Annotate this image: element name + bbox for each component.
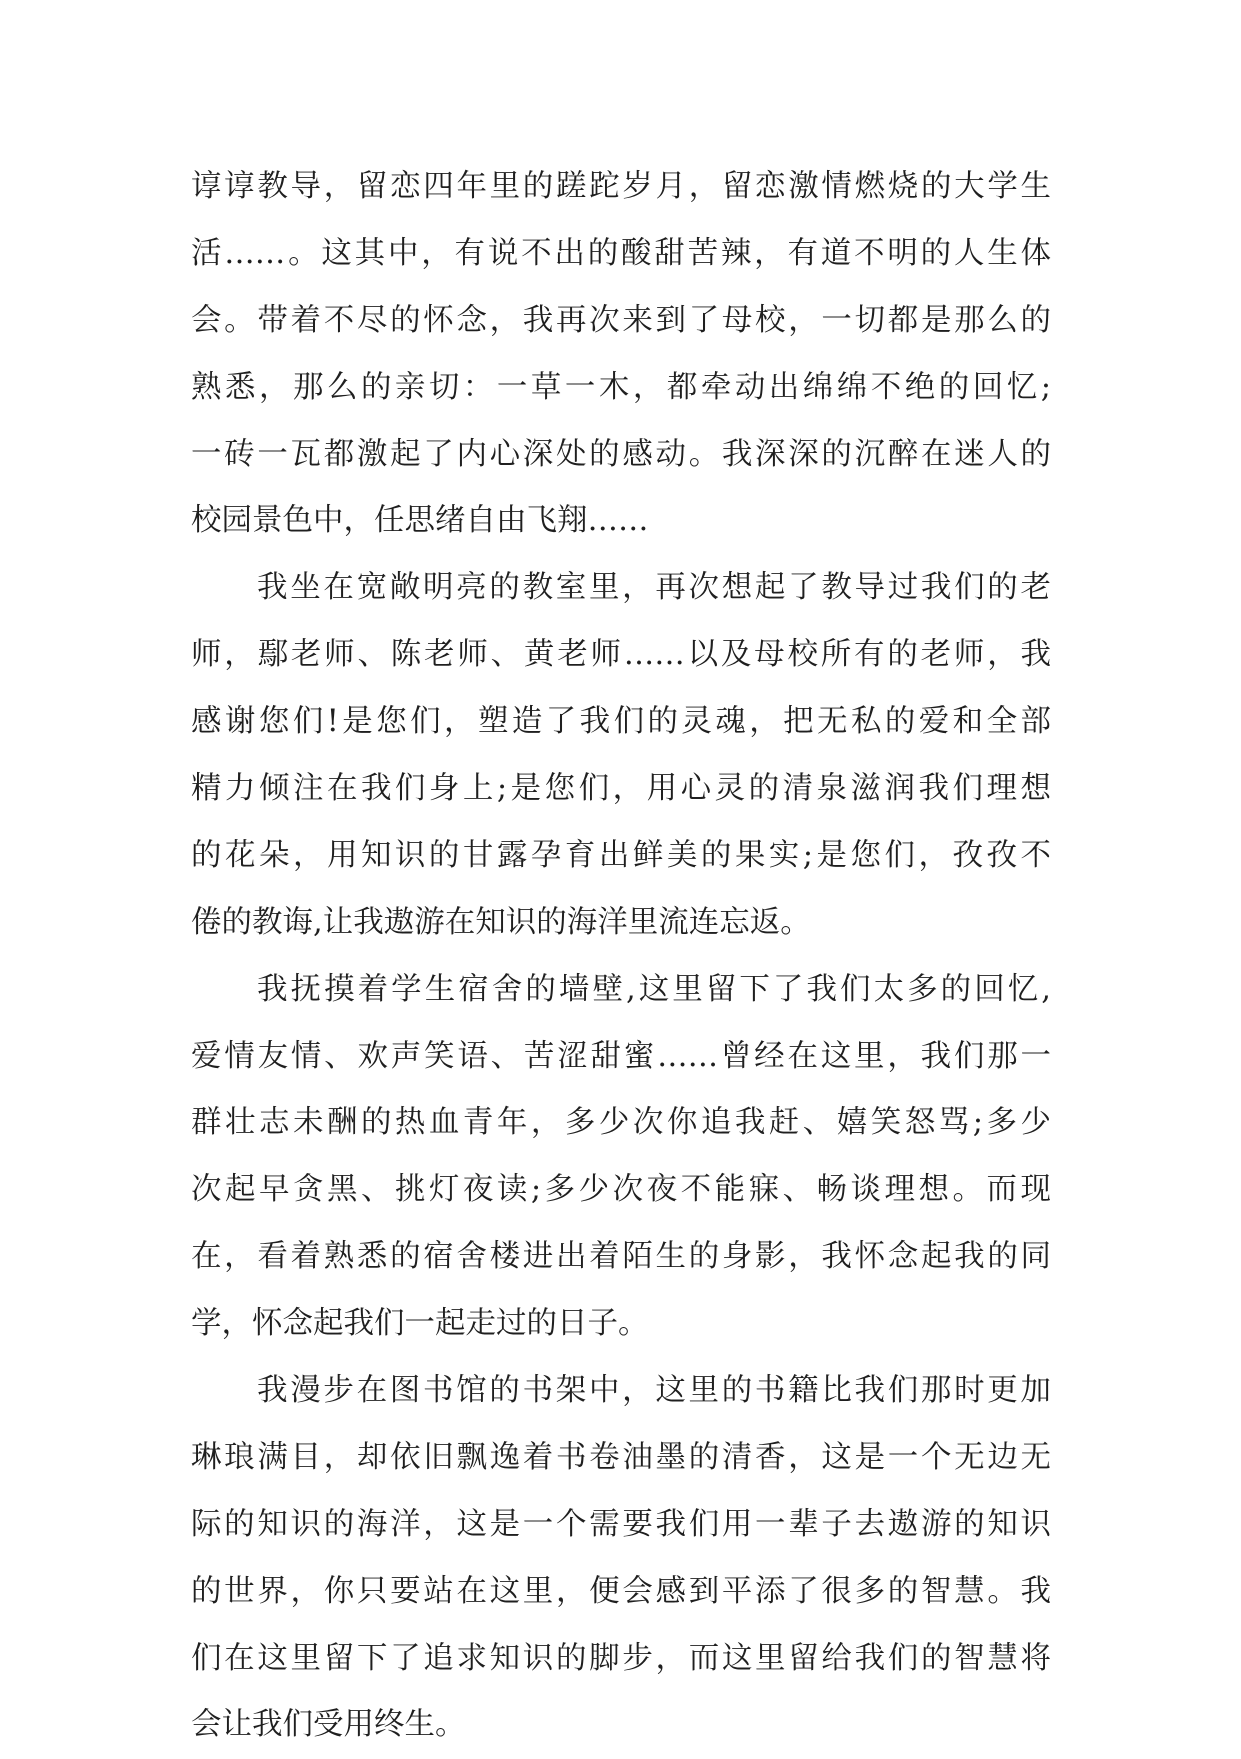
text-line: 爱情友情、欢声笑语、苦涩甜蜜……曾经在这里，我们那一 [191, 1038, 1051, 1074]
text-line: 群壮志未酬的热血青年，多少次你追我赶、嬉笑怒骂;多少 [191, 1105, 1051, 1141]
text-line: 琳琅满目，却依旧飘逸着书卷油墨的清香，这是一个无边无 [191, 1439, 1051, 1475]
text-line: 会让我们受用终生。 [191, 1707, 466, 1743]
text-line: 会。带着不尽的怀念，我再次来到了母校，一切都是那么的 [191, 302, 1051, 338]
text-line: 际的知识的海洋，这是一个需要我们用一辈子去遨游的知识 [191, 1506, 1051, 1542]
paragraph-start-line: 我坐在宽敞明亮的教室里，再次想起了教导过我们的老 [257, 570, 1051, 606]
text-line: 的世界，你只要站在这里，便会感到平添了很多的智慧。我 [191, 1573, 1051, 1609]
text-line: 在，看着熟悉的宿舍楼进出着陌生的身影，我怀念起我的同 [191, 1239, 1051, 1275]
body-text [191, 154, 1051, 1759]
text-line: 感谢您们!是您们，塑造了我们的灵魂，把无私的爱和全部 [191, 704, 1051, 740]
text-line: 们在这里留下了追求知识的脚步，而这里留给我们的智慧将 [191, 1640, 1051, 1676]
text-line: 活……。这其中，有说不出的酸甜苦辣，有道不明的人生体 [191, 235, 1051, 271]
text-line: 次起早贪黑、挑灯夜读;多少次夜不能寐、畅谈理想。而现 [191, 1172, 1051, 1208]
paragraph-start-line: 我抚摸着学生宿舍的墙壁,这里留下了我们太多的回忆, [257, 971, 1051, 1007]
text-line: 的花朵，用知识的甘露孕育出鲜美的果实;是您们，孜孜不 [191, 837, 1051, 873]
text-line: 熟悉，那么的亲切：一草一木，都牵动出绵绵不绝的回忆; [191, 369, 1051, 405]
text-line: 校园景色中，任思绪自由飞翔…… [191, 503, 649, 539]
text-line: 一砖一瓦都激起了内心深处的感动。我深深的沉醉在迷人的 [191, 436, 1051, 472]
text-line: 精力倾注在我们身上;是您们，用心灵的清泉滋润我们理想 [191, 771, 1051, 807]
text-line: 师，鄢老师、陈老师、黄老师……以及母校所有的老师，我 [191, 637, 1051, 673]
text-line: 谆谆教导，留恋四年里的蹉跎岁月，留恋激情燃烧的大学生 [191, 169, 1051, 204]
text-line: 倦的教诲,让我遨游在知识的海洋里流连忘返。 [191, 904, 811, 940]
paragraph-start-line: 我漫步在图书馆的书架中，这里的书籍比我们那时更加 [257, 1373, 1051, 1409]
text-line: 学，怀念起我们一起走过的日子。 [191, 1306, 649, 1342]
